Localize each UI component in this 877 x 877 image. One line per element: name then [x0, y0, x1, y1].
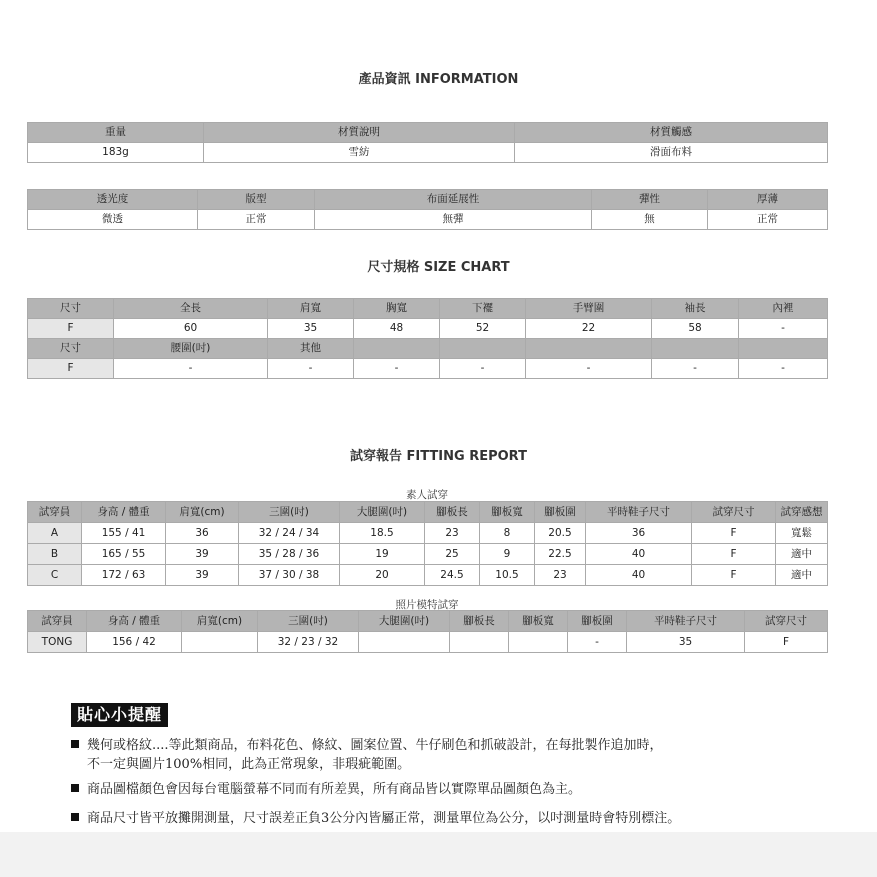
size-header-row-1 [28, 299, 828, 319]
model-cell: 156 / 42 [87, 632, 182, 653]
size-cell: 22 [526, 319, 652, 339]
value-translucency: 微透 [28, 210, 198, 230]
size-cell: F [28, 319, 114, 339]
notice-item [71, 780, 831, 799]
amateur-header-cell: 試穿員 [28, 502, 82, 523]
model-header-cell: 試穿尺寸 [745, 611, 828, 632]
model-cell: F [745, 632, 828, 653]
value-weight: 183g [28, 143, 204, 163]
amateur-header-cell: 試穿尺寸 [692, 502, 776, 523]
amateur-row [28, 523, 828, 544]
amateur-cell: 35 / 28 / 36 [239, 544, 340, 565]
size-header-cell [739, 339, 828, 359]
bullet-square-icon [71, 740, 79, 748]
model-fitting-caption: 照片模特試穿 [395, 599, 459, 611]
size-header-cell: 胸寬 [354, 299, 440, 319]
size-row-2 [28, 359, 828, 379]
model-header-cell: 試穿員 [28, 611, 87, 632]
size-header-row-2 [28, 339, 828, 359]
value-texture: 滑面布料 [515, 143, 828, 163]
size-header-cell [440, 339, 526, 359]
info-table-2-header-row [28, 190, 828, 210]
value-thickness: 正常 [708, 210, 828, 230]
size-cell: - [114, 359, 268, 379]
size-header-cell: 全長 [114, 299, 268, 319]
size-cell: - [354, 359, 440, 379]
amateur-cell: 20 [340, 565, 425, 586]
notice-item [71, 736, 831, 774]
value-fit: 正常 [198, 210, 315, 230]
amateur-cell: 寬鬆 [776, 523, 828, 544]
value-elasticity: 無 [592, 210, 708, 230]
model-header-cell: 大腿圍(吋) [359, 611, 450, 632]
header-stretch: 布面延展性 [315, 190, 592, 210]
model-cell: TONG [28, 632, 87, 653]
amateur-header-cell: 大腿圍(吋) [340, 502, 425, 523]
amateur-header-cell: 身高 / 體重 [82, 502, 166, 523]
amateur-header-cell: 三圍(吋) [239, 502, 340, 523]
amateur-cell: 39 [166, 565, 239, 586]
size-header-cell: 袖長 [652, 299, 739, 319]
amateur-cell: 25 [425, 544, 480, 565]
model-cell [509, 632, 568, 653]
amateur-cell: C [28, 565, 82, 586]
size-cell: F [28, 359, 114, 379]
amateur-cell: 32 / 24 / 34 [239, 523, 340, 544]
amateur-fitting-caption: 素人試穿 [406, 489, 448, 501]
size-cell: - [739, 359, 828, 379]
size-header-cell: 尺寸 [28, 299, 114, 319]
amateur-cell: 適中 [776, 544, 828, 565]
amateur-cell: 9 [480, 544, 535, 565]
size-cell: 60 [114, 319, 268, 339]
amateur-cell: 適中 [776, 565, 828, 586]
notice-item [71, 809, 831, 828]
amateur-fitting-table [27, 501, 828, 586]
model-cell [182, 632, 258, 653]
model-header-cell: 三圍(吋) [258, 611, 359, 632]
size-cell: 48 [354, 319, 440, 339]
amateur-cell: 155 / 41 [82, 523, 166, 544]
amateur-cell: F [692, 523, 776, 544]
size-cell: - [440, 359, 526, 379]
info-table-1-header-row [28, 123, 828, 143]
value-material: 雪紡 [204, 143, 515, 163]
header-texture: 材質觸感 [515, 123, 828, 143]
model-row [28, 632, 828, 653]
amateur-cell: 24.5 [425, 565, 480, 586]
info-table-1-value-row [28, 143, 828, 163]
amateur-row [28, 544, 828, 565]
model-cell [450, 632, 509, 653]
model-header-cell: 腳板圍 [568, 611, 627, 632]
fitting-report-title: 試穿報告 FITTING REPORT [350, 449, 527, 464]
size-header-cell: 肩寬 [268, 299, 354, 319]
header-thickness: 厚薄 [708, 190, 828, 210]
info-table-2-value-row [28, 210, 828, 230]
amateur-cell: 8 [480, 523, 535, 544]
notice-text: 幾何或格紋....等此類商品，布料花色、條紋、圖案位置、牛仔刷色和抓破設計，在每批製作追加時， [87, 738, 663, 753]
value-stretch: 無彈 [315, 210, 592, 230]
amateur-row [28, 565, 828, 586]
size-header-cell [354, 339, 440, 359]
notice-text: 商品圖檔顏色會因每台電腦螢幕不同而有所差異，所有商品皆以實際單品圖顏色為主。 [87, 782, 582, 797]
size-header-cell: 手臂圍 [526, 299, 652, 319]
size-header-cell: 腰圍(吋) [114, 339, 268, 359]
header-material: 材質說明 [204, 123, 515, 143]
amateur-cell: 39 [166, 544, 239, 565]
header-elasticity: 彈性 [592, 190, 708, 210]
amateur-cell: 23 [535, 565, 586, 586]
size-cell: - [526, 359, 652, 379]
amateur-cell: 36 [586, 523, 692, 544]
amateur-cell: 22.5 [535, 544, 586, 565]
amateur-cell: A [28, 523, 82, 544]
amateur-cell: 172 / 63 [82, 565, 166, 586]
amateur-header-cell: 平時鞋子尺寸 [586, 502, 692, 523]
amateur-cell: 18.5 [340, 523, 425, 544]
size-chart-title: 尺寸規格 SIZE CHART [367, 260, 510, 275]
amateur-cell: F [692, 544, 776, 565]
size-cell: 35 [268, 319, 354, 339]
size-row-1 [28, 319, 828, 339]
model-header-cell: 腳板長 [450, 611, 509, 632]
bullet-square-icon [71, 784, 79, 792]
info-table-1 [27, 122, 828, 163]
size-cell: - [652, 359, 739, 379]
bullet-square-icon [71, 813, 79, 821]
info-table-2 [27, 189, 828, 230]
model-cell: - [568, 632, 627, 653]
size-cell: - [268, 359, 354, 379]
model-header-cell: 肩寬(cm) [182, 611, 258, 632]
information-title: 產品資訊 INFORMATION [358, 72, 519, 87]
model-fitting-table [27, 610, 828, 653]
amateur-cell: 37 / 30 / 38 [239, 565, 340, 586]
amateur-cell: 20.5 [535, 523, 586, 544]
header-translucency: 透光度 [28, 190, 198, 210]
size-chart-table [27, 298, 828, 379]
amateur-cell: F [692, 565, 776, 586]
notice-text: 商品尺寸皆平放攤開測量，尺寸誤差正負3公分內皆屬正常，測量單位為公分，以吋測量時會特別標注。 [87, 811, 681, 826]
model-header-row [28, 611, 828, 632]
model-cell: 32 / 23 / 32 [258, 632, 359, 653]
size-header-cell [526, 339, 652, 359]
amateur-cell: 36 [166, 523, 239, 544]
size-cell: 58 [652, 319, 739, 339]
model-cell [359, 632, 450, 653]
model-header-cell: 身高 / 體重 [87, 611, 182, 632]
amateur-header-cell: 腳板寬 [480, 502, 535, 523]
amateur-header-cell: 腳板長 [425, 502, 480, 523]
amateur-header-cell: 腳板圍 [535, 502, 586, 523]
notice-text: 不一定與圖片100%相同，此為正常現象，非瑕疵範圍。 [87, 757, 411, 772]
model-header-cell: 腳板寬 [509, 611, 568, 632]
model-cell: 35 [627, 632, 745, 653]
amateur-header-cell: 肩寬(cm) [166, 502, 239, 523]
amateur-cell: 23 [425, 523, 480, 544]
amateur-cell: 19 [340, 544, 425, 565]
size-header-cell: 尺寸 [28, 339, 114, 359]
size-header-cell: 其他 [268, 339, 354, 359]
size-header-cell: 內裡 [739, 299, 828, 319]
header-fit: 版型 [198, 190, 315, 210]
notice-heading: 貼心小提醒 [71, 703, 168, 727]
amateur-cell: 40 [586, 544, 692, 565]
amateur-header-row [28, 502, 828, 523]
model-header-cell: 平時鞋子尺寸 [627, 611, 745, 632]
amateur-header-cell: 試穿感想 [776, 502, 828, 523]
page-bottom-band [0, 832, 877, 877]
amateur-cell: 40 [586, 565, 692, 586]
size-cell: 52 [440, 319, 526, 339]
amateur-cell: 165 / 55 [82, 544, 166, 565]
amateur-cell: B [28, 544, 82, 565]
amateur-cell: 10.5 [480, 565, 535, 586]
size-cell: - [739, 319, 828, 339]
size-header-cell: 下襬 [440, 299, 526, 319]
header-weight: 重量 [28, 123, 204, 143]
size-header-cell [652, 339, 739, 359]
